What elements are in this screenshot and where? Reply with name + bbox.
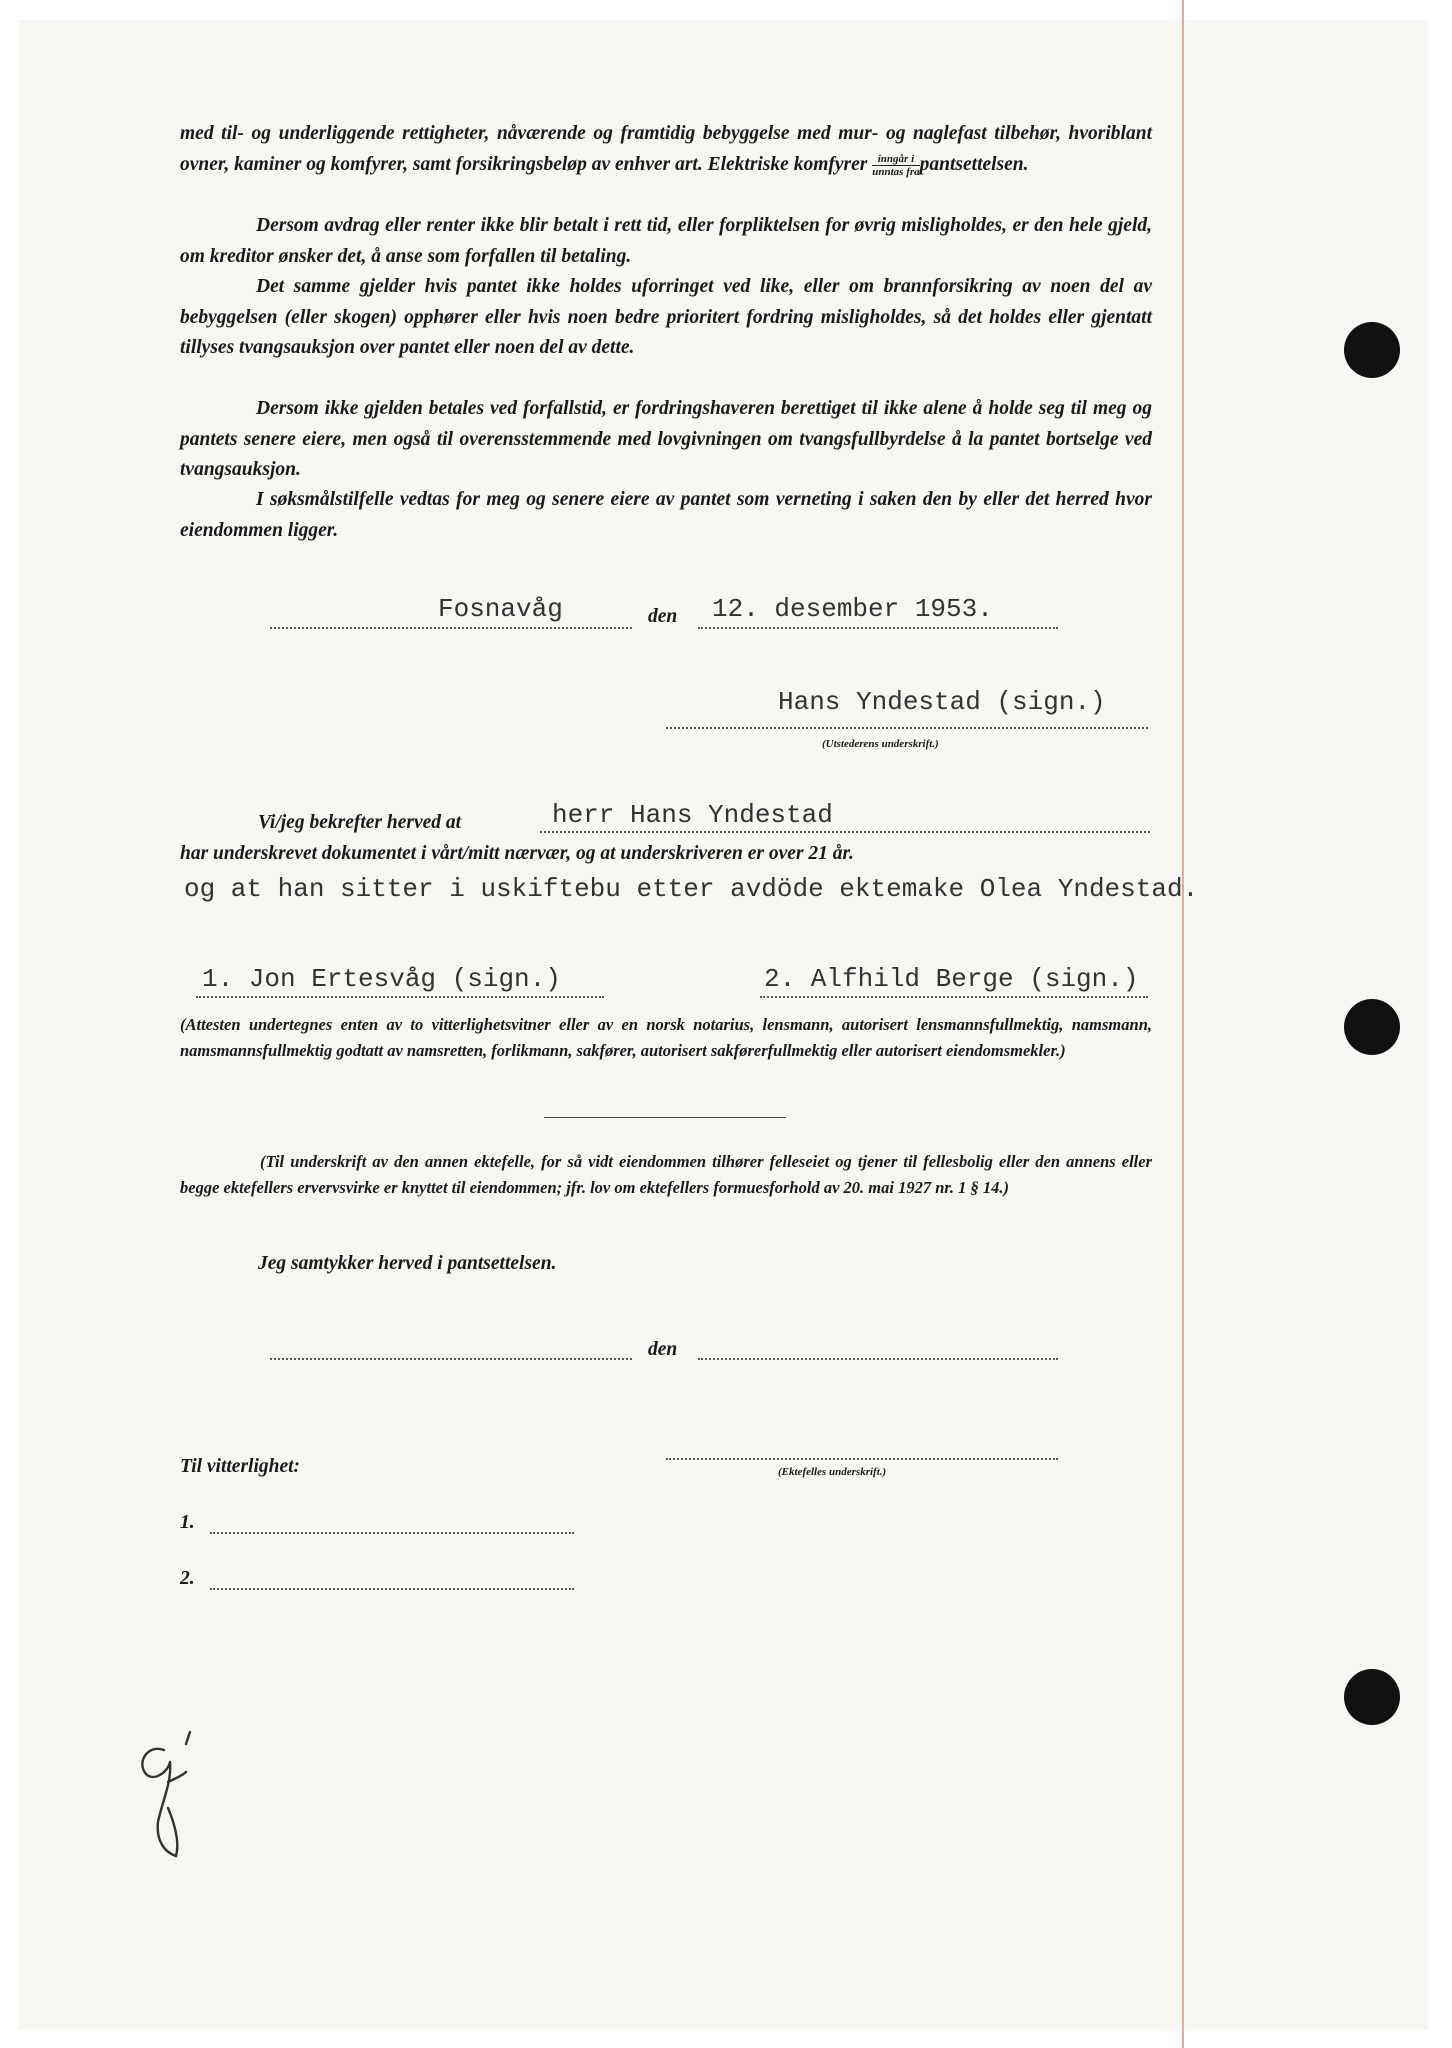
issuer-signature: Hans Yndestad (sign.): [778, 687, 1106, 717]
spouse-witness-1-line: [210, 1532, 574, 1534]
handwritten-initials: [128, 1722, 208, 1872]
spouse-signature-line: [666, 1458, 1058, 1460]
paragraph-enforcement: Dersom ikke gjelden betales ved forfallstid, er fordringshaveren berettiget til ikke alene å holde seg til meg og pantets senere eiere, men også til overensstemmende med lovgivningen om tvangsfullbyrdelse å la pantet bortselge ved tvangsauksjon.: [180, 398, 1152, 480]
punch-hole: [1344, 1669, 1400, 1725]
attested-name-line: [540, 831, 1150, 833]
attestation-note: (Attesten undertegnes enten av to vitterlighetsvitner eller av en norsk notarius, lensmann, autorisert lensmannsfullmektig, namsmann, namsmannsfullmektig godtatt av namsretten, forlikmann, sakfører, autorisert sakførerfullmektig eller autorisert eiendomsmekler.): [180, 1015, 1152, 1060]
issuer-signature-line: [666, 727, 1148, 729]
margin-line: [1182, 0, 1184, 2048]
issuer-caption: (Utstederens underskrift.): [822, 738, 939, 750]
signing-date: 12. desember 1953.: [712, 594, 993, 624]
witness-2-line: [760, 996, 1148, 998]
paragraph-default: Dersom avdrag eller renter ikke blir betalt i rett tid, eller forpliktelsen for øvrig misligholdes, er den hele gjeld, om kreditor ønsker det, å anse som forfallen til betaling.: [180, 215, 1152, 267]
paragraph-venue: I søksmålstilfelle vedtas for meg og senere eiere av pantet som verneting i saken den by eller det herred hvor eiendommen ligger.: [180, 489, 1152, 541]
spouse-den-label: den: [648, 1339, 678, 1360]
place-line: [270, 627, 632, 629]
punch-hole: [1344, 322, 1400, 378]
paragraph-maintenance: Det samme gjelder hvis pantet ikke holdes uforringet ved like, eller om brannforsikring av noen del av bebyggelsen (eller skogen) opphører eller hvis noen bedre prioritert fordring misligholdes, så det holdes eller gjentatt tillyses tvangsauksjon over pantet eller noen del av dette.: [180, 276, 1152, 358]
attestation-intro: Vi/jeg bekrefter herved at: [258, 812, 462, 833]
typed-addition: og at han sitter i uskiftebu etter avdöde ektemake Olea Yndestad.: [184, 874, 1199, 904]
witness-1-signature: 1. Jon Ertesvåg (sign.): [202, 964, 561, 994]
inclusion-fraction: $\frac{\text{inngår i}}{\text{unntas fra}}$: [872, 152, 920, 178]
spouse-note: (Til underskrift av den annen ektefelle, for så vidt eiendommen tilhører felleseiet og tjener til fellesbolig eller den annens eller begge ektefellers ervervsvirke er knyttet til eiendommen; jfr. lov om ektefellers formuesforhold av 20. mai 1927 nr. 1 § 14.): [180, 1152, 1152, 1197]
attestation-statement: har underskrevet dokumentet i vårt/mitt nærvær, og at underskriveren er over 21 år.: [180, 843, 854, 864]
paragraph-property-scope: med til- og underliggende rettigheter, nåværende og framtidig bebyggelse med mur- og naglefast tilbehør, hvoriblant ovner, kaminer og komfyrer, samt forsikringsbeløp av enhver art. Elektriske komfyrer $\frac{\text{inngår i}}{\text{unntas fra}}$ pantsettelsen.: [180, 123, 1152, 178]
signing-place: Fosnavåg: [438, 594, 563, 624]
witness-heading: Til vitterlighet:: [180, 1456, 301, 1477]
spouse-caption: (Ektefelles underskrift.): [778, 1466, 887, 1478]
spouse-witness-1-number: 1.: [180, 1512, 195, 1533]
witness-2-signature: 2. Alfhild Berge (sign.): [764, 964, 1139, 994]
den-label: den: [648, 606, 678, 627]
witness-1-line: [196, 996, 604, 998]
spouse-witness-2-number: 2.: [180, 1568, 195, 1589]
spouse-place-line: [270, 1358, 632, 1360]
separator-rule: [544, 1117, 786, 1118]
spouse-date-line: [698, 1358, 1058, 1360]
spouse-witness-2-line: [210, 1588, 574, 1590]
date-line: [698, 627, 1058, 629]
punch-hole: [1344, 999, 1400, 1055]
attested-name: herr Hans Yndestad: [552, 800, 833, 830]
spouse-consent: Jeg samtykker herved i pantsettelsen.: [258, 1253, 557, 1274]
